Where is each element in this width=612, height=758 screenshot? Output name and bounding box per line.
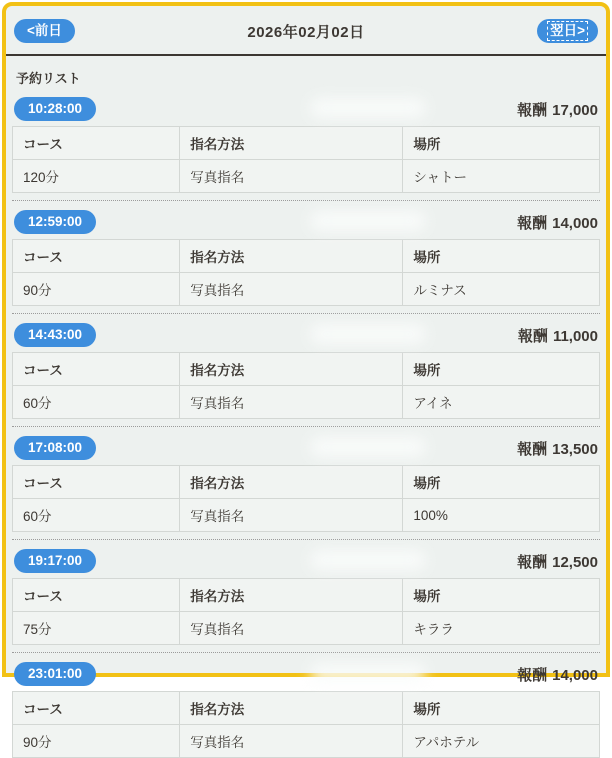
previous-day-label: <前日	[27, 22, 62, 38]
column-header-place: 場所	[403, 353, 600, 386]
page-frame	[2, 2, 610, 750]
next-day-label: 翌日>	[550, 22, 585, 38]
time-badge[interactable]: 14:43:00	[14, 323, 96, 347]
reward-amount	[517, 551, 598, 572]
course-value: 75分	[13, 612, 180, 645]
reservation-detail-table	[12, 126, 600, 193]
reservation-entry	[12, 321, 600, 427]
table-row	[13, 725, 600, 758]
column-header-method: 指名方法	[180, 466, 403, 499]
reward-label: 報酬	[517, 440, 548, 458]
reward-value: 14,000	[552, 666, 598, 684]
course-value: 60分	[13, 499, 180, 532]
time-badge[interactable]: 12:59:00	[14, 210, 96, 234]
reward-amount	[517, 664, 598, 685]
method-value: 写真指名	[180, 499, 403, 532]
method-value: 写真指名	[180, 386, 403, 419]
place-value: シャトー	[403, 160, 600, 193]
column-header-course: コース	[13, 127, 180, 160]
column-header-place: 場所	[403, 466, 600, 499]
column-header-course: コース	[13, 692, 180, 725]
reward-value: 17,000	[552, 101, 598, 119]
reward-amount	[518, 325, 598, 346]
reward-amount	[517, 438, 598, 459]
table-row	[13, 273, 600, 306]
date-navigation-header	[6, 6, 606, 52]
place-value: アイネ	[403, 386, 600, 419]
redacted-customer-name	[310, 437, 426, 457]
reward-value: 14,000	[552, 214, 598, 232]
place-value: ルミナス	[403, 273, 600, 306]
column-header-place: 場所	[403, 579, 600, 612]
time-badge[interactable]: 23:01:00	[14, 662, 96, 686]
reward-label: 報酬	[517, 666, 548, 684]
reward-amount	[517, 212, 598, 233]
method-value: 写真指名	[180, 725, 403, 758]
table-row	[13, 160, 600, 193]
column-header-method: 指名方法	[180, 692, 403, 725]
reservation-entry	[12, 95, 600, 201]
reservation-list	[12, 95, 600, 758]
reservation-entry-header	[12, 321, 600, 349]
reservation-entry-header	[12, 208, 600, 236]
method-value: 写真指名	[180, 612, 403, 645]
previous-day-button[interactable]	[14, 19, 75, 44]
place-value: アパホテル	[403, 725, 600, 758]
reservation-detail-table	[12, 465, 600, 532]
reservation-entry	[12, 434, 600, 540]
reservation-detail-table	[12, 239, 600, 306]
redacted-customer-name	[310, 663, 426, 683]
reward-value: 11,000	[552, 327, 598, 345]
column-header-method: 指名方法	[180, 240, 403, 273]
reward-value: 12,500	[552, 553, 598, 571]
table-row	[13, 386, 600, 419]
reward-label: 報酬	[517, 101, 548, 119]
time-badge[interactable]: 17:08:00	[14, 436, 96, 460]
page-title: 2026年02月02日	[247, 23, 365, 41]
redacted-customer-name	[310, 98, 426, 118]
column-header-course: コース	[13, 240, 180, 273]
reservation-detail-table	[12, 691, 600, 758]
reservation-detail-table	[12, 352, 600, 419]
column-header-place: 場所	[403, 127, 600, 160]
reservation-entry-header	[12, 660, 600, 688]
column-header-method: 指名方法	[180, 579, 403, 612]
reservation-entry	[12, 660, 600, 758]
course-value: 90分	[13, 725, 180, 758]
column-header-course: コース	[13, 579, 180, 612]
table-row	[13, 612, 600, 645]
place-value: 100%	[403, 499, 600, 532]
reservation-entry-header	[12, 547, 600, 575]
column-header-place: 場所	[403, 692, 600, 725]
reservation-entry	[12, 208, 600, 314]
column-header-course: コース	[13, 353, 180, 386]
reservation-entry-header	[12, 434, 600, 462]
reward-label: 報酬	[517, 553, 548, 571]
redacted-customer-name	[310, 550, 426, 570]
place-value: キララ	[403, 612, 600, 645]
time-badge[interactable]: 10:28:00	[14, 97, 96, 121]
course-value: 90分	[13, 273, 180, 306]
time-badge[interactable]: 19:17:00	[14, 549, 96, 573]
reservation-entry	[12, 547, 600, 653]
course-value: 120分	[13, 160, 180, 193]
reservation-entry-header	[12, 95, 600, 123]
redacted-customer-name	[310, 324, 426, 344]
table-row	[13, 499, 600, 532]
reward-amount	[517, 99, 598, 120]
course-value: 60分	[13, 386, 180, 419]
column-header-course: コース	[13, 466, 180, 499]
column-header-method: 指名方法	[180, 353, 403, 386]
reward-label: 報酬	[517, 327, 548, 345]
method-value: 写真指名	[180, 273, 403, 306]
section-title: 予約リスト	[16, 71, 81, 86]
reservation-detail-table	[12, 578, 600, 645]
next-day-button[interactable]	[537, 19, 598, 44]
column-header-method: 指名方法	[180, 127, 403, 160]
method-value: 写真指名	[180, 160, 403, 193]
redacted-customer-name	[310, 211, 426, 231]
column-header-place: 場所	[403, 240, 600, 273]
reward-label: 報酬	[517, 214, 548, 232]
reward-value: 13,500	[552, 440, 598, 458]
